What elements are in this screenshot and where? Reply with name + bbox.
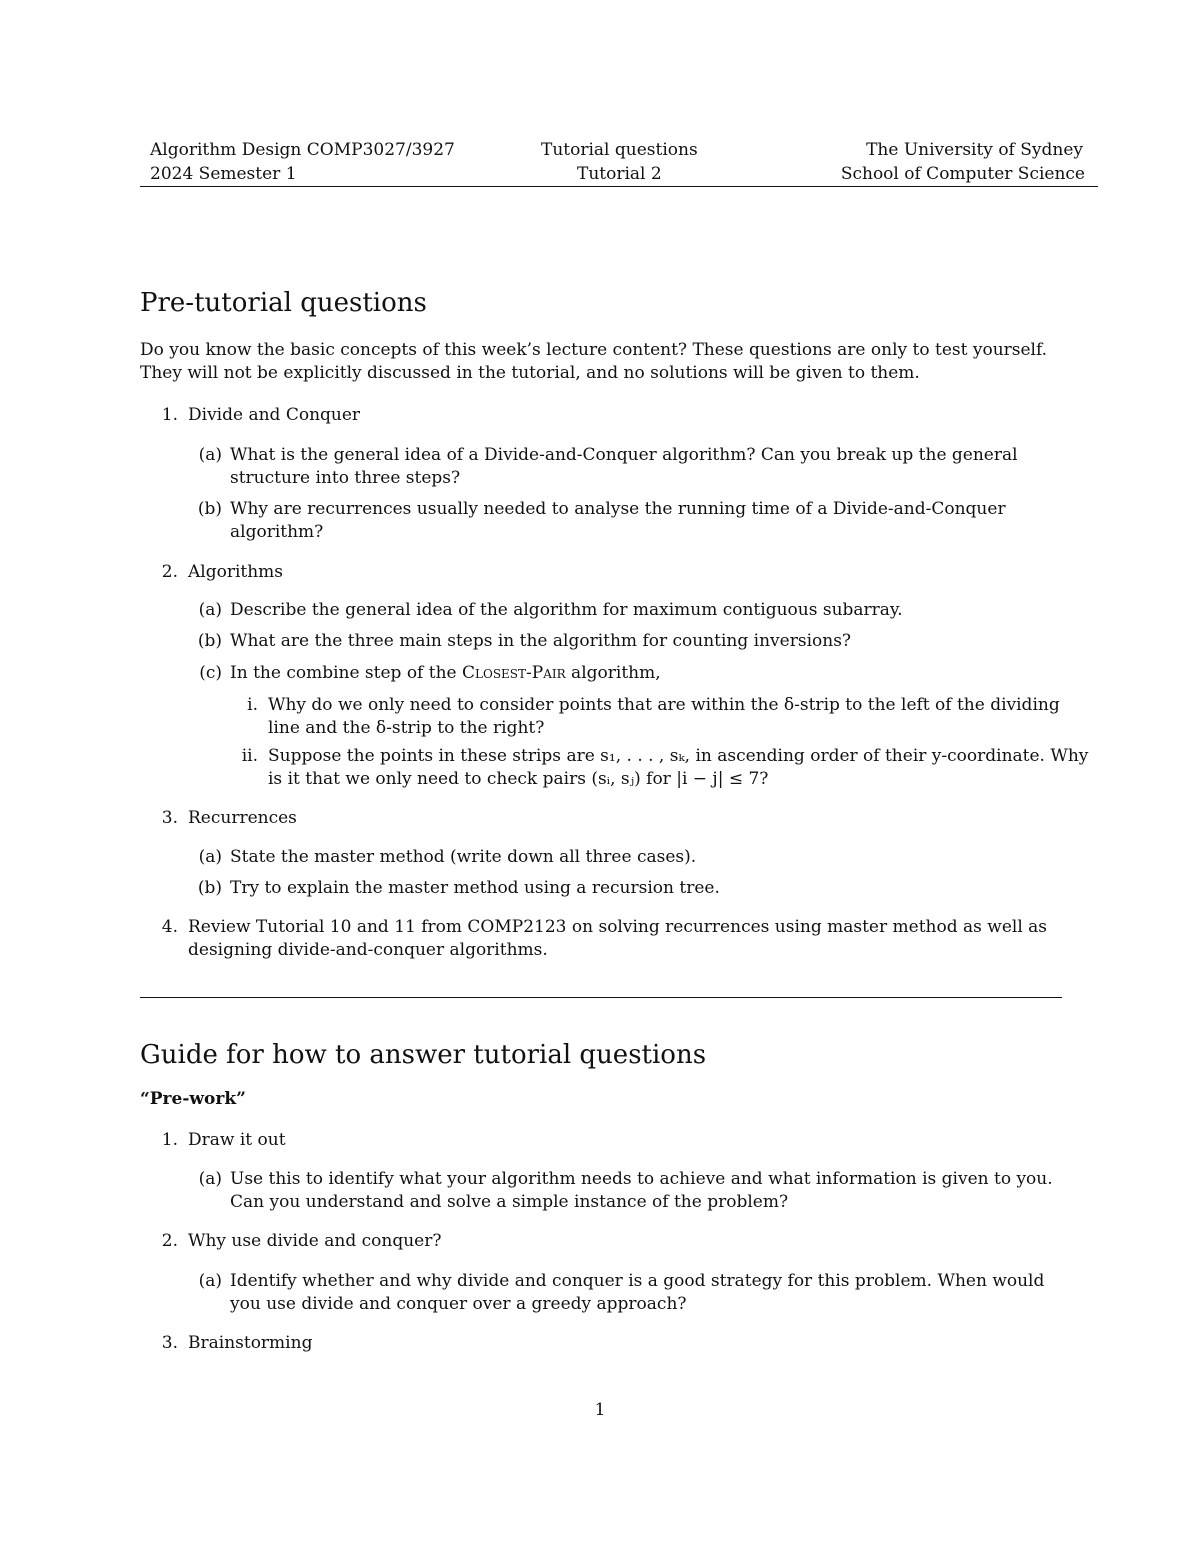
pre-tutorial-intro: Do you know the basic concepts of this week’s lecture content? These questions are only to test yourself. They will not be explicitly discussed in the tutorial, and no solutions will be given to them. [140,340,1048,383]
q2b-text: What are the three main steps in the algorithm for counting inversions? [230,631,852,651]
q3-number: 3. [161,808,178,828]
section-separator [140,997,1062,998]
q2cii-text-line1: Suppose the points in these strips are s₁, . . . , sₖ, in ascending order of their y-coordinate. Why [268,746,1089,766]
q1-title: Divide and Conquer [188,405,361,425]
g2a-text: Identify whether and why divide and conquer is a good strategy for this problem. When would you use divide and conquer over a greedy approach? [230,1271,1045,1314]
q1a-text: What is the general idea of a Divide-and-Conquer algorithm? Can you break up the general structure into three steps? [230,445,1018,488]
guide-subtitle: “Pre-work” [140,1089,246,1109]
q3a-label: (a) [198,847,222,867]
q2c-pre: In the combine step of the [230,663,462,683]
header-school: School of Computer Science [840,164,1085,184]
q2-title: Algorithms [188,562,284,582]
q4-number: 4. [161,917,178,937]
g2-title: Why use divide and conquer? [188,1231,442,1251]
q2a-label: (a) [198,600,222,620]
q3b-text: Try to explain the master method using a recursion tree. [230,878,720,898]
page-number: 1 [594,1400,606,1420]
header-university: The University of Sydney [866,140,1083,160]
q2c-text [230,662,661,685]
q3b-label: (b) [197,878,222,898]
g1-number: 1. [161,1130,178,1150]
q4-text: Review Tutorial 10 and 11 from COMP2123 on solving recurrences using master method as well as designing divide-and-conquer algorithms. [188,917,1048,960]
g3-title: Brainstorming [188,1333,313,1353]
header-tutorial: Tutorial 2 [577,164,662,184]
q2c-post: algorithm, [565,663,661,683]
g1a-text: Use this to identify what your algorithm needs to achieve and what information is given to you. Can you understand and solve a simple instance of the problem? [230,1169,1053,1212]
header-course: Algorithm Design COMP3027/3927 [150,140,455,160]
q2c-algo-name: Closest-Pair [462,663,566,683]
q1a-label: (a) [198,445,222,465]
g1a-label: (a) [198,1169,222,1189]
q2b-label: (b) [197,631,222,651]
q3a-text: State the master method (write down all three cases). [230,847,697,867]
header-doc-type: Tutorial questions [541,140,698,160]
q2cii-text-line2: is it that we only need to check pairs (sᵢ, sⱼ) for |i − j| ≤ 7? [268,769,769,789]
q2a-text: Describe the general idea of the algorithm for maximum contiguous subarray. [230,600,903,620]
q2-number: 2. [161,562,178,582]
q3-title: Recurrences [188,808,297,828]
q2cii-label: ii. [241,746,258,766]
g1-title: Draw it out [188,1130,286,1150]
q2c-label: (c) [199,663,222,683]
g2-number: 2. [161,1231,178,1251]
q2ci-label: i. [247,695,258,715]
q1b-text: Why are recurrences usually needed to analyse the running time of a Divide-and-Conquer algorithm? [230,499,1006,542]
header-semester: 2024 Semester 1 [150,164,297,184]
pre-tutorial-heading: Pre-tutorial questions [140,288,427,318]
g3-number: 3. [161,1333,178,1353]
q2ci-text: Why do we only need to consider points that are within the δ-strip to the left of the dividing line and the δ-strip to the right? [268,695,1060,738]
q1-number: 1. [161,405,178,425]
guide-heading: Guide for how to answer tutorial questions [140,1040,707,1070]
q1b-label: (b) [197,499,222,519]
g2a-label: (a) [198,1271,222,1291]
header-rule [140,186,1098,187]
